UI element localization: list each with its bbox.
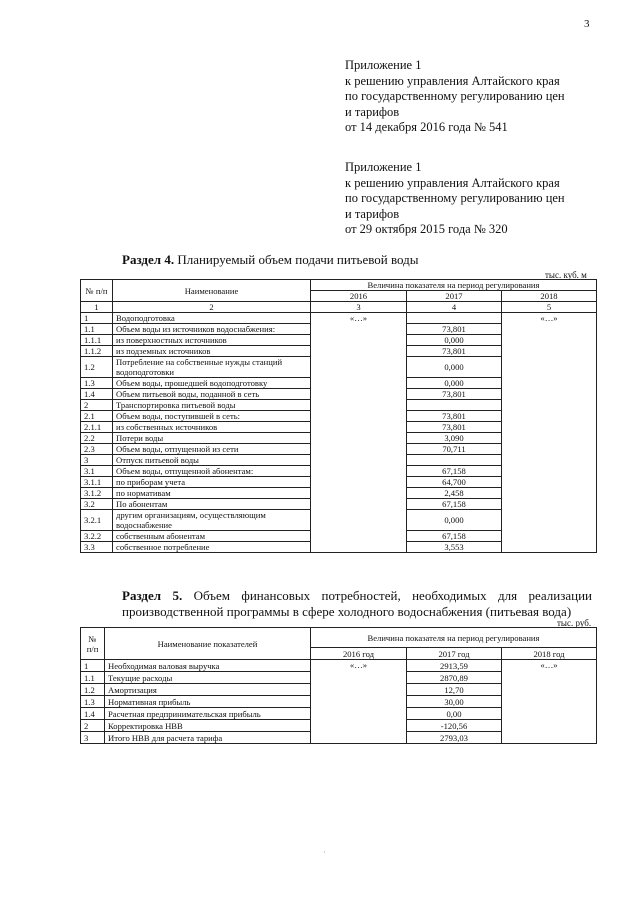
row-number: 2 <box>81 400 113 411</box>
row-name: по приборам учета <box>113 477 311 488</box>
row-number: 2.1 <box>81 411 113 422</box>
row-name: собственное потребление <box>113 542 311 553</box>
appendix-line: от 14 декабря 2016 года № 541 <box>345 120 508 134</box>
scan-mark: · <box>323 848 326 857</box>
row-name: Необходимая валовая выручка <box>105 660 311 672</box>
row-name: из собственных источников <box>113 422 311 433</box>
row-name: из подземных источников <box>113 346 311 357</box>
row-name: Транспортировка питьевой воды <box>113 400 311 411</box>
value-2017: 0,000 <box>407 378 502 389</box>
col-index: 5 <box>502 302 597 313</box>
row-name: По абонентам <box>113 499 311 510</box>
row-name: Нормативная прибыль <box>105 696 311 708</box>
section5-title-text: Объем финансовых потребностей, необходимых для реализации производственной программы в сфере холодного водоснабжения (питьевая вода) <box>122 588 592 619</box>
value-2018-placeholder: «…» <box>502 660 597 744</box>
section5-title <box>122 588 592 620</box>
col-index: 2 <box>113 302 311 313</box>
row-name: Объем воды, прошедшей водоподготовку <box>113 378 311 389</box>
row-number: 2.2 <box>81 433 113 444</box>
row-number: 3.2.1 <box>81 510 113 531</box>
value-2017 <box>407 313 502 324</box>
value-2017: 70,711 <box>407 444 502 455</box>
appendix-line: к решению управления Алтайского края <box>345 73 560 88</box>
value-2017: 0,000 <box>407 357 502 378</box>
row-number: 3 <box>81 455 113 466</box>
row-name: из поверхностных источников <box>113 335 311 346</box>
value-2017: 73,801 <box>407 411 502 422</box>
appendix-header-original <box>345 160 565 238</box>
row-name: Корректировка НВВ <box>105 720 311 732</box>
value-2017: 2,458 <box>407 488 502 499</box>
row-name: Текущие расходы <box>105 672 311 684</box>
value-2017: 30,00 <box>407 696 502 708</box>
value-2017: 3,090 <box>407 433 502 444</box>
col-header-name: Наименование показателей <box>105 628 311 660</box>
appendix-line: по государственному регулированию цен <box>345 191 565 205</box>
row-number: 3.2 <box>81 499 113 510</box>
col-index: 1 <box>81 302 113 313</box>
table-row <box>81 313 597 324</box>
value-2017: 2870,89 <box>407 672 502 684</box>
value-2017: 0,000 <box>407 335 502 346</box>
row-name: по нормативам <box>113 488 311 499</box>
row-number: 3.1.2 <box>81 488 113 499</box>
row-number: 1.4 <box>81 708 105 720</box>
row-name: Водоподготовка <box>113 313 311 324</box>
col-header-name: Наименование <box>113 280 311 302</box>
col-header-group: Величина показателя на период регулирования <box>311 280 597 291</box>
col-header-year: 2016 год <box>311 648 407 660</box>
row-number: 3 <box>81 732 105 744</box>
appendix-line: от 29 октября 2015 года № 320 <box>345 222 508 236</box>
row-number: 3.1.1 <box>81 477 113 488</box>
value-2017: 73,801 <box>407 389 502 400</box>
appendix-line: и тарифов <box>345 104 400 119</box>
row-number: 1.3 <box>81 378 113 389</box>
row-name: Итого НВВ для расчета тарифа <box>105 732 311 744</box>
section5-table <box>80 627 597 744</box>
col-header-num: № п/п <box>81 628 105 660</box>
value-2017 <box>407 400 502 411</box>
col-index: 3 <box>311 302 407 313</box>
value-2017: 64,700 <box>407 477 502 488</box>
row-name: Потребление на собственные нужды станций водоподготовки <box>113 357 311 378</box>
value-2018-placeholder: «…» <box>502 313 597 553</box>
appendix-line: по государственному регулированию цен <box>345 89 565 103</box>
row-number: 1 <box>81 660 105 672</box>
row-number: 1.1.2 <box>81 346 113 357</box>
row-number: 3.1 <box>81 466 113 477</box>
row-name: собственным абонентам <box>113 531 311 542</box>
row-number: 1.2 <box>81 357 113 378</box>
row-number: 1.4 <box>81 389 113 400</box>
row-number: 2 <box>81 720 105 732</box>
value-2016-placeholder: «…» <box>311 313 407 553</box>
value-2017: -120,56 <box>407 720 502 732</box>
row-number: 2.1.1 <box>81 422 113 433</box>
section4-title-text: Планируемый объем подачи питьевой воды <box>174 252 419 267</box>
col-header-group: Величина показателя на период регулирования <box>311 628 597 648</box>
row-number: 3.3 <box>81 542 113 553</box>
value-2017: 73,801 <box>407 324 502 335</box>
value-2017: 2913,59 <box>407 660 502 672</box>
value-2017: 67,158 <box>407 531 502 542</box>
row-number: 3.2.2 <box>81 531 113 542</box>
section4-number: Раздел 4. <box>122 252 175 267</box>
col-header-year: 2018 <box>502 291 597 302</box>
value-2017 <box>407 455 502 466</box>
appendix-line: Приложение 1 <box>345 160 422 174</box>
section4-title <box>122 252 419 268</box>
page-number: 3 <box>584 18 590 30</box>
row-name: Объем воды, отпущенной из сети <box>113 444 311 455</box>
value-2017: 0,00 <box>407 708 502 720</box>
row-name: другим организациям, осуществляющим водоснабжение <box>113 510 311 531</box>
row-number: 1.1 <box>81 672 105 684</box>
row-name: Амортизация <box>105 684 311 696</box>
row-name: Объем воды из источников водоснабжения: <box>113 324 311 335</box>
section4-table <box>80 279 597 553</box>
row-name: Потери воды <box>113 433 311 444</box>
value-2017: 2793,03 <box>407 732 502 744</box>
row-name: Отпуск питьевой воды <box>113 455 311 466</box>
value-2017: 67,158 <box>407 499 502 510</box>
appendix-header-current <box>345 58 565 136</box>
row-name: Объем воды, поступившей в сеть: <box>113 411 311 422</box>
col-header-year: 2016 <box>311 291 407 302</box>
row-number: 2.3 <box>81 444 113 455</box>
value-2017: 12,70 <box>407 684 502 696</box>
col-header-num: № п/п <box>81 280 113 302</box>
row-name: Расчетная предпринимательская прибыль <box>105 708 311 720</box>
row-number: 1.2 <box>81 684 105 696</box>
section5-number: Раздел 5. <box>122 588 183 603</box>
table-row <box>81 660 597 672</box>
row-number: 1.1.1 <box>81 335 113 346</box>
col-header-year: 2018 год <box>502 648 597 660</box>
value-2017: 3,553 <box>407 542 502 553</box>
value-2017: 67,158 <box>407 466 502 477</box>
appendix-line: Приложение 1 <box>345 58 422 72</box>
appendix-line: к решению управления Алтайского края <box>345 175 560 190</box>
row-name: Объем питьевой воды, поданной в сеть <box>113 389 311 400</box>
value-2016-placeholder: «…» <box>311 660 407 744</box>
row-number: 1.1 <box>81 324 113 335</box>
col-header-year: 2017 год <box>407 648 502 660</box>
col-index: 4 <box>407 302 502 313</box>
row-number: 1.3 <box>81 696 105 708</box>
value-2017: 0,000 <box>407 510 502 531</box>
value-2017: 73,801 <box>407 422 502 433</box>
section4-unit: тыс. куб. м <box>545 270 587 280</box>
row-name: Объем воды, отпущенной абонентам: <box>113 466 311 477</box>
value-2017: 73,801 <box>407 346 502 357</box>
section5-unit: тыс. руб. <box>557 618 592 628</box>
row-number: 1 <box>81 313 113 324</box>
appendix-line: и тарифов <box>345 206 400 221</box>
col-header-year: 2017 <box>407 291 502 302</box>
